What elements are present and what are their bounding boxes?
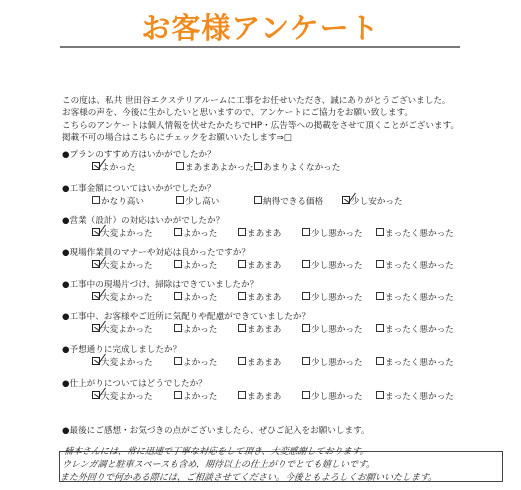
checkbox-icon bbox=[376, 292, 384, 300]
option-checkbox[interactable] bbox=[302, 390, 363, 402]
checkbox-icon bbox=[92, 391, 100, 399]
checkbox-icon bbox=[174, 324, 182, 332]
checkbox-icon bbox=[376, 391, 384, 399]
question-text: ●予想通りに完成しましたか？ bbox=[62, 345, 182, 355]
option-label: 少し悪かった bbox=[311, 229, 363, 239]
checkbox-icon bbox=[174, 292, 182, 300]
option-checkbox[interactable] bbox=[238, 323, 281, 335]
option-label: まあまあ bbox=[247, 392, 282, 402]
option-label: まあまあ bbox=[247, 261, 282, 271]
checkbox-icon bbox=[92, 260, 100, 268]
option-checkbox[interactable] bbox=[376, 323, 454, 335]
intro-line: この度は、私共 世田谷エクステリアルームに工事をお任せいただき、誠にありがとうございました。 bbox=[62, 96, 451, 106]
option-label: まったく悪かった bbox=[385, 293, 454, 303]
checkbox-icon bbox=[302, 324, 310, 332]
checkbox-icon bbox=[92, 162, 100, 170]
option-label: 大変よかった bbox=[101, 229, 153, 239]
option-checkbox[interactable] bbox=[174, 390, 217, 402]
option-checkbox[interactable] bbox=[302, 356, 363, 368]
option-label: 大変よかった bbox=[101, 392, 153, 402]
option-checkbox[interactable] bbox=[342, 195, 403, 207]
option-checkbox[interactable] bbox=[238, 291, 281, 303]
option-label: よかった bbox=[183, 392, 218, 402]
checkbox-icon bbox=[254, 162, 262, 170]
option-checkbox[interactable] bbox=[376, 291, 454, 303]
checkbox-icon bbox=[174, 228, 182, 236]
checkbox-icon bbox=[254, 196, 262, 204]
option-label: あまりよくなかった bbox=[263, 163, 341, 173]
option-checkbox[interactable] bbox=[302, 227, 363, 239]
option-label: よかった bbox=[183, 229, 218, 239]
option-checkbox[interactable] bbox=[176, 195, 219, 207]
option-label: よかった bbox=[183, 261, 218, 271]
option-label: まったく悪かった bbox=[385, 261, 454, 271]
option-label: 納得できる価格 bbox=[263, 197, 324, 207]
option-label: 少し悪かった bbox=[311, 392, 363, 402]
option-checkbox[interactable] bbox=[92, 227, 153, 239]
comment-line: 楠本さんには、常に迅速で丁寧な対応をして頂き、大変感謝しております。 bbox=[63, 447, 370, 457]
option-label: まあまあ bbox=[247, 358, 282, 368]
checkbox-icon bbox=[176, 196, 184, 204]
checkbox-icon bbox=[238, 391, 246, 399]
checkbox-icon bbox=[92, 357, 100, 365]
title-underline bbox=[60, 46, 460, 48]
checkbox-icon bbox=[174, 357, 182, 365]
option-label: 少し悪かった bbox=[311, 358, 363, 368]
option-checkbox[interactable] bbox=[174, 323, 217, 335]
option-label: 少し悪かった bbox=[311, 325, 363, 335]
option-label: よかった bbox=[183, 325, 218, 335]
checkbox-icon bbox=[92, 324, 100, 332]
option-checkbox[interactable] bbox=[254, 195, 323, 207]
option-checkbox[interactable] bbox=[174, 291, 217, 303]
option-checkbox[interactable] bbox=[238, 356, 281, 368]
checkbox-icon bbox=[376, 357, 384, 365]
option-checkbox[interactable] bbox=[238, 227, 281, 239]
comment-line: ウレンガ調と駐車スペースも含め、期待以上の仕上がりでとても嬉しいです。 bbox=[61, 460, 376, 470]
option-label: まったく悪かった bbox=[385, 358, 454, 368]
option-checkbox[interactable] bbox=[92, 161, 135, 173]
option-checkbox[interactable] bbox=[302, 259, 363, 271]
checkbox-icon bbox=[92, 196, 100, 204]
option-checkbox[interactable] bbox=[376, 259, 454, 271]
option-label: 少し悪かった bbox=[311, 261, 363, 271]
checkbox-icon bbox=[238, 324, 246, 332]
option-checkbox[interactable] bbox=[92, 390, 153, 402]
option-label: かなり高い bbox=[101, 197, 144, 207]
checkbox-icon bbox=[376, 324, 384, 332]
option-checkbox[interactable] bbox=[174, 227, 217, 239]
option-label: まったく悪かった bbox=[385, 229, 454, 239]
checkbox-icon bbox=[342, 196, 350, 204]
checkbox-icon bbox=[176, 162, 184, 170]
comment-line: また外回りで何かある際には、ご相談させてください。今後ともよろしくお願いいたします。 bbox=[59, 473, 438, 483]
checkbox-icon bbox=[92, 228, 100, 236]
option-label: まあまあ bbox=[247, 229, 282, 239]
option-label: 大変よかった bbox=[101, 325, 153, 335]
option-checkbox[interactable] bbox=[92, 291, 153, 303]
option-checkbox[interactable] bbox=[302, 323, 363, 335]
option-checkbox[interactable] bbox=[92, 259, 153, 271]
option-label: よかった bbox=[101, 163, 136, 173]
checkbox-icon bbox=[174, 391, 182, 399]
checkbox-icon bbox=[238, 292, 246, 300]
option-label: まあまあよかった bbox=[185, 163, 254, 173]
option-checkbox[interactable] bbox=[376, 356, 454, 368]
checkbox-icon bbox=[238, 228, 246, 236]
intro-line: お客様の声を、今後に生かしたいと思いますので、アンケートにご協力をお願い致します。 bbox=[62, 108, 413, 119]
intro-line: こちらのアンケートは個人情報を伏せたかたちでHP・広告等への掲載をさせて頂くことがございます。 bbox=[62, 120, 460, 131]
question-text: ●工事金額についてはいかがでしたか？ bbox=[62, 184, 216, 194]
intro-text bbox=[62, 95, 502, 144]
checkbox-icon bbox=[302, 357, 310, 365]
option-label: まったく悪かった bbox=[385, 325, 454, 335]
question-text: ●工事中の現場片づけ、掃除はできていましたか？ bbox=[62, 280, 259, 290]
option-label: まあまあ bbox=[247, 325, 282, 335]
option-label: 大変よかった bbox=[101, 358, 153, 368]
question-text: ●現場作業員のマナーや対応は良かったですか？ bbox=[62, 248, 250, 258]
checkbox-icon bbox=[302, 292, 310, 300]
option-label: 大変よかった bbox=[101, 293, 153, 303]
option-checkbox[interactable] bbox=[174, 259, 217, 271]
option-checkbox[interactable] bbox=[238, 390, 281, 402]
checkbox-icon bbox=[302, 228, 310, 236]
page-title: お客様アンケート bbox=[141, 11, 380, 45]
option-checkbox[interactable] bbox=[92, 323, 153, 335]
closing-prompt: ●最後にご感想・お気づきの点がございましたら、ぜひご記入をお願いします。 bbox=[62, 426, 370, 436]
question-text: ●プランのすすめ方はいかがでしたか？ bbox=[62, 150, 216, 160]
option-checkbox[interactable] bbox=[92, 195, 144, 207]
option-label: 少し安かった bbox=[351, 197, 403, 207]
option-checkbox[interactable] bbox=[174, 356, 217, 368]
checkbox-icon bbox=[302, 260, 310, 268]
option-label: まあまあ bbox=[247, 293, 282, 303]
option-checkbox[interactable] bbox=[376, 227, 454, 239]
checkbox-icon bbox=[174, 260, 182, 268]
option-checkbox[interactable] bbox=[376, 390, 454, 402]
option-label: 大変よかった bbox=[101, 261, 153, 271]
checkbox-icon bbox=[376, 260, 384, 268]
option-label: よかった bbox=[183, 293, 218, 303]
option-label: よかった bbox=[183, 358, 218, 368]
checkbox-icon bbox=[238, 357, 246, 365]
question-text: ●営業（設計）の対応はいかがでしたか？ bbox=[62, 216, 225, 226]
checkbox-icon bbox=[92, 292, 100, 300]
option-checkbox[interactable] bbox=[238, 259, 281, 271]
checkbox-icon bbox=[376, 228, 384, 236]
option-label: 少し高い bbox=[185, 197, 220, 207]
option-checkbox[interactable] bbox=[176, 161, 254, 173]
option-label: まったく悪かった bbox=[385, 392, 454, 402]
option-checkbox[interactable] bbox=[92, 356, 153, 368]
option-checkbox[interactable] bbox=[254, 161, 340, 173]
option-label: 少し悪かった bbox=[311, 293, 363, 303]
option-checkbox[interactable] bbox=[302, 291, 363, 303]
question-text: ●仕上がりについてはどうでしたか？ bbox=[62, 379, 207, 389]
intro-line: 掲載不可の場合はこちらにチェックをお願いいたします⇒□ bbox=[62, 132, 292, 143]
checkbox-icon bbox=[302, 391, 310, 399]
checkbox-icon bbox=[238, 260, 246, 268]
question-text: ●工事中、お客様やご近所に気配りや配慮ができていましたか？ bbox=[62, 312, 311, 322]
